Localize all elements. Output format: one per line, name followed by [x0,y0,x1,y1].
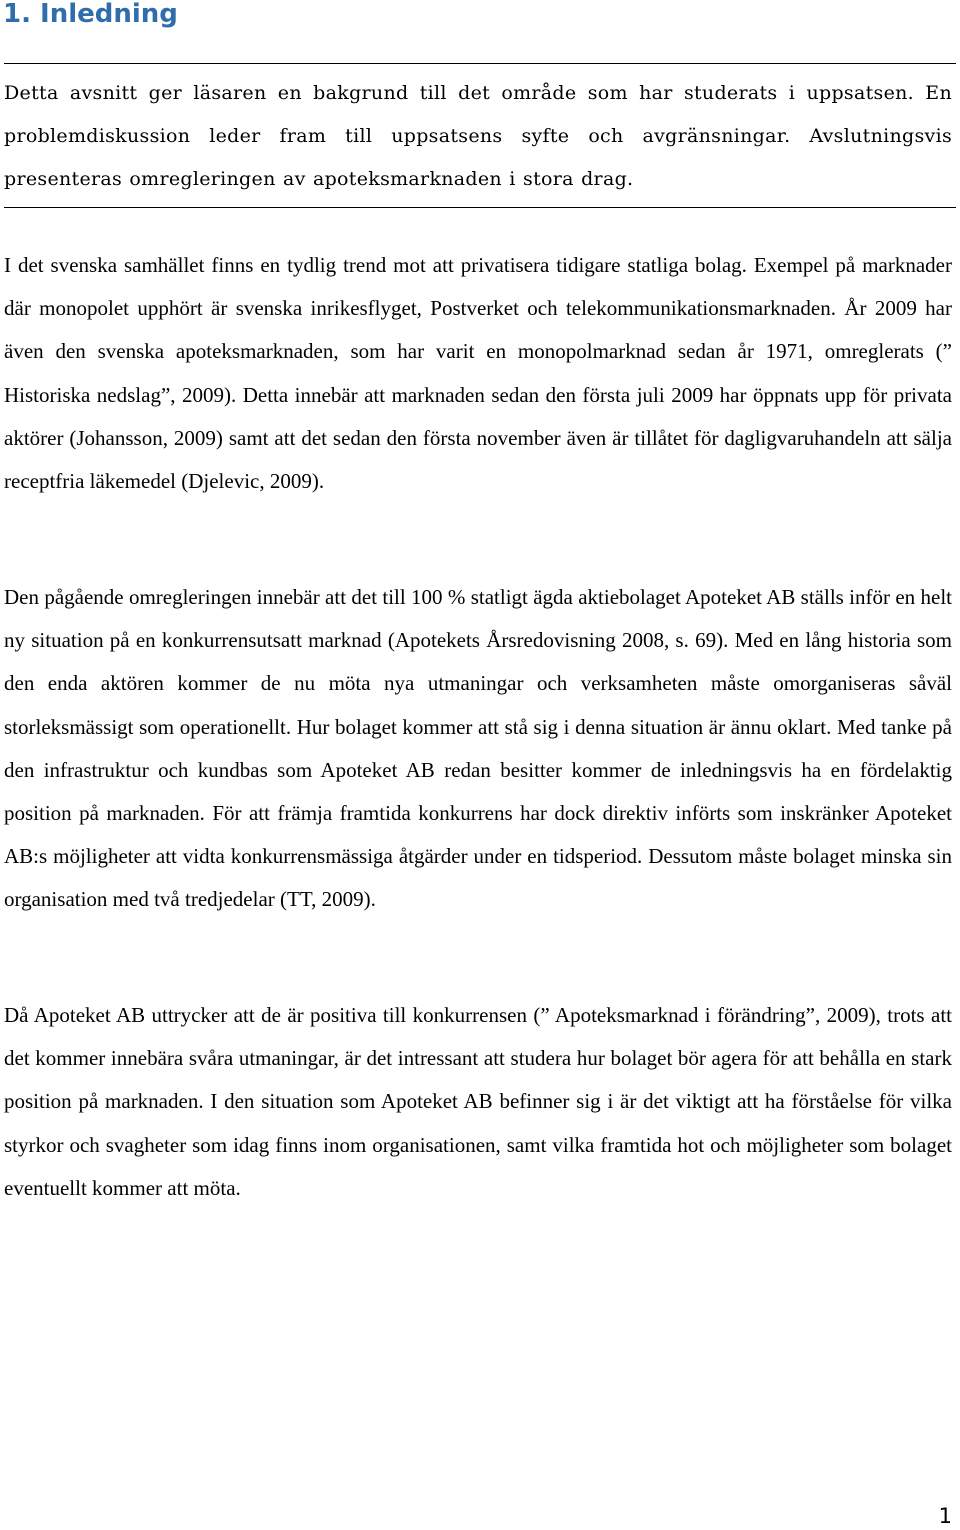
body-paragraph-3: Då Apoteket AB uttrycker att de är positiva till konkurrensen (” Apoteksmarknad i förändring”, 2009), trots att det kommer innebära svåra utmaningar, är det intressant att studera hur bolaget bör agera för att behålla en stark position på marknaden. I den situation som Apoteket AB befinner sig i är det viktigt att ha förståelse för vilka styrkor och svagheter som idag finns inom organisationen, samt vilka framtida hot och möjligheter som bolaget eventuellt kommer att möta. [4,1003,952,1200]
body-paragraph-1: I det svenska samhället finns en tydlig trend mot att privatisera tidigare statliga bolag. Exempel på marknader där monopolet upphört är svenska inrikesflyget, Postverket och telekommunikationsmarknaden. År 2009 har även den svenska apoteksmarknaden, som har varit en monopolmarknad sedan år 1971, omreglerats (” Historiska nedslag”, 2009). Detta innebär att marknaden sedan den första juli 2009 har öppnats upp för privata aktörer (Johansson, 2009) samt att det sedan den första november även är tillåtet för dagligvaruhandeln att sälja receptfria läkemedel (Djelevic, 2009). [4,253,952,494]
abstract-paragraph: Detta avsnitt ger läsaren en bakgrund till det område som har studerats i uppsatsen. En problemdiskussion leder fram till uppsatsens syfte och avgränsningar. Avslutningsvis presenteras omregleringen av apoteksmarknaden i stora drag. [4,82,952,191]
page-number: 1 [938,1504,952,1528]
abstract-top-rule [4,63,956,64]
abstract-bottom-rule [4,207,956,208]
section-heading: 1. Inledning [3,0,178,29]
body-paragraph-2: Den pågående omregleringen innebär att det till 100 % statligt ägda aktiebolaget Apoteket AB ställs inför en helt ny situation på en konkurrensutsatt marknad (Apotekets Årsredovisning 2008, s. 69). Med en lång historia som den enda aktören kommer de nu möta nya utmaningar och verksamheten måste omorganiseras såväl storleksmässigt som operationellt. Hur bolaget kommer att stå sig i denna situation är ännu oklart. Med tanke på den infrastruktur och kundbas som Apoteket AB redan besitter kommer de inledningsvis ha en fördelaktig position på marknaden. För att främja framtida konkurrens har dock direktiv införts som inskränker Apoteket AB:s möjligheter att vidta konkurrensmässiga åtgärder under en tidsperiod. Dessutom måste bolaget minska sin organisation med två tredjedelar (TT, 2009). [4,585,952,912]
